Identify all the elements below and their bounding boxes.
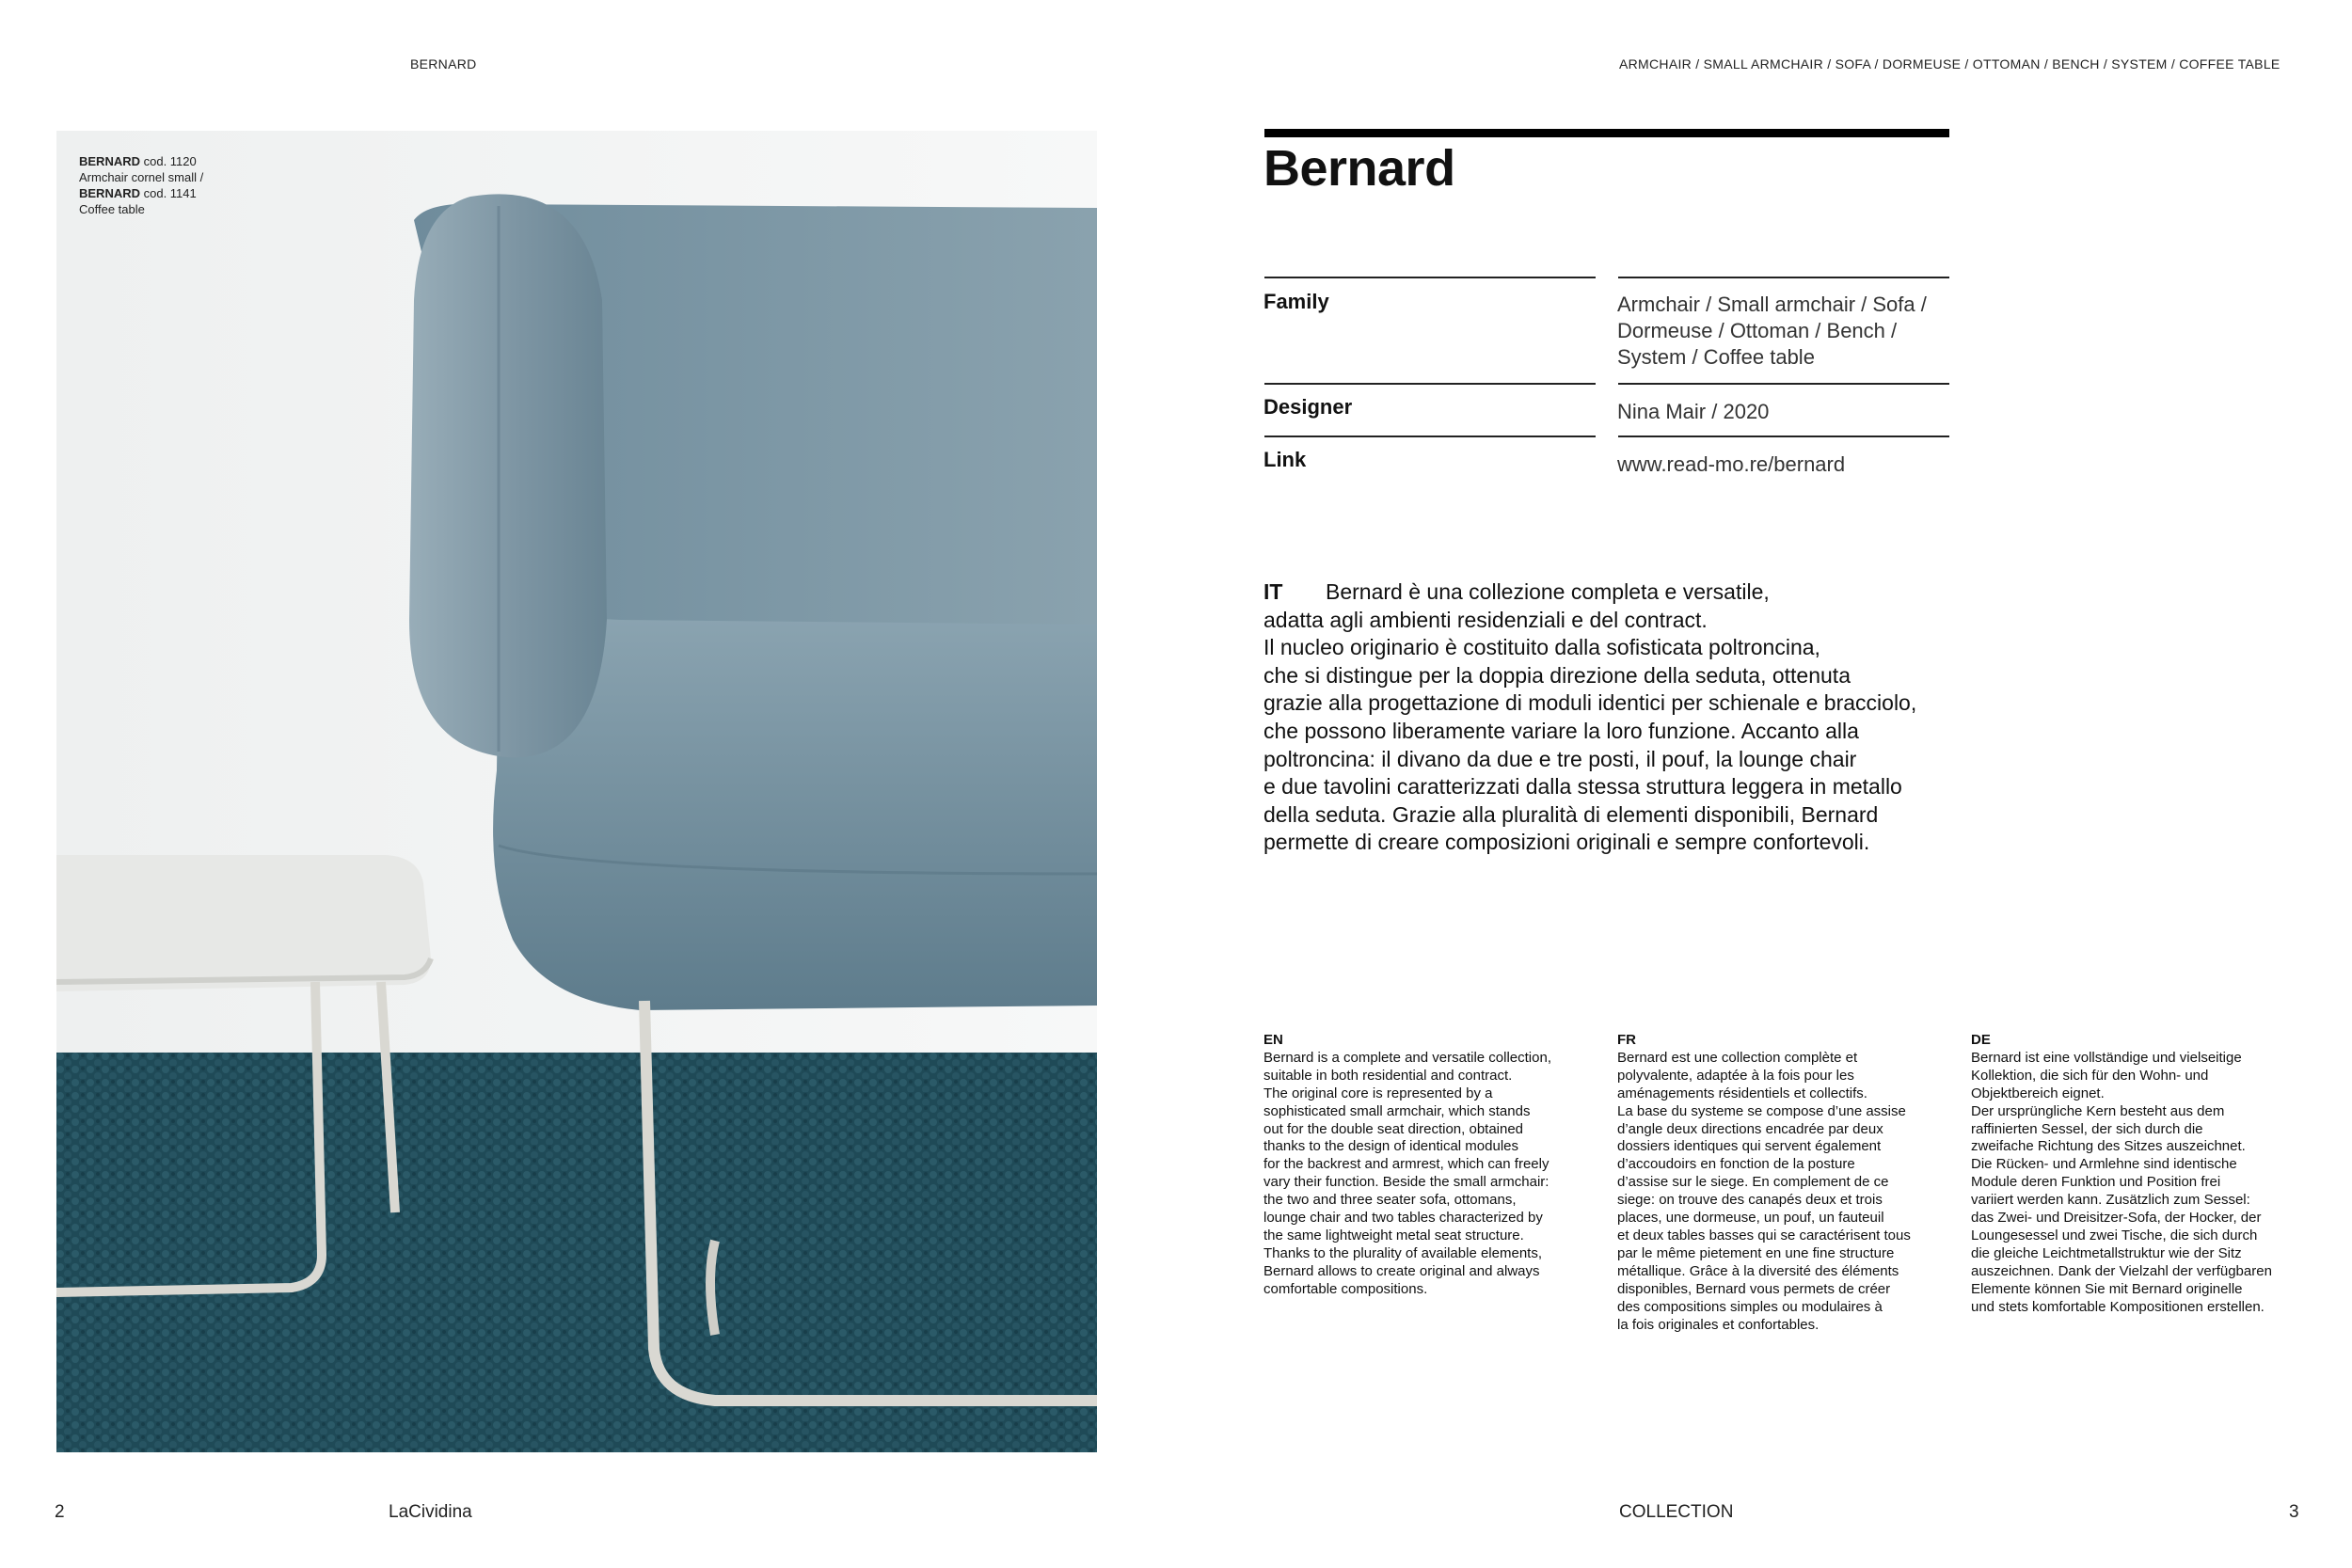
spec-designer-label: Designer — [1263, 395, 1353, 419]
photo-caption — [79, 153, 203, 217]
lang-code-en: EN — [1263, 1032, 1283, 1048]
running-header-right: ARMCHAIR / SMALL ARMCHAIR / SOFA / DORMEUSE / OTTOMAN / BENCH / SYSTEM / COFFEE TABLE — [1619, 56, 2280, 71]
spec-designer-value: Nina Mair / 2020 — [1617, 400, 1770, 423]
rug — [56, 1053, 1097, 1452]
product-photo — [56, 131, 1097, 1452]
spec-family-value: Armchair / Small armchair / Sofa / Dormeuse / Ottoman / Bench / System / Coffee table — [1617, 293, 1927, 369]
caption-code-table-number: cod. 1141 — [140, 186, 197, 200]
spec-family-label: Family — [1263, 290, 1329, 313]
title-bar — [1264, 129, 1949, 137]
spec-rule-family-label — [1264, 277, 1596, 278]
page-title: Bernard — [1263, 140, 1455, 197]
spec-rule-family-value — [1618, 277, 1949, 278]
armchair-and-table-illustration — [56, 131, 1097, 1452]
caption-code-armchair: BERNARD — [79, 154, 140, 168]
description-en — [1263, 1032, 1595, 1299]
spec-link-value[interactable]: www.read-mo.re/bernard — [1617, 452, 1846, 476]
caption-line-2: Armchair cornel small / — [79, 170, 204, 184]
description-de-text: Bernard ist eine vollständige und vielseitige Kollektion, die sich für den Wohn- und Objektbereich eignet. Der ursprüngliche Kern besteht aus dem raffinierten Sessel, der sich durch die zweifache Richtung des Sitzes auszeichnet. Die Rücken- und Armlehne sind identische Module deren Funktion und Position frei variiert werden kann. Zusätzlich zum Sessel: das Zwei- und Dreisitzer-Sofa, der Hocker, der Loungesessel und zwei Tische, die sich durch die gleiche Leichtmetallstruktur wie der Sitz auszeichnen. Dank der Vielzahl der verfügbaren Elemente können Sie mit Bernard originelle und stets komfortable Kompositionen erstellen. — [1971, 1049, 2272, 1315]
spec-link-label: Link — [1263, 448, 1307, 471]
spec-rule-designer-label — [1264, 383, 1596, 385]
caption-line-3 — [79, 185, 203, 201]
spec-rule-link-value — [1618, 436, 1949, 437]
description-fr-text: Bernard est une collection complète et polyvalente, adaptée à la fois pour les aménagements résidentiels et collectifs. La base du systeme se compose d’une assise d’angle deux directions encadrée par deux dossiers identiques qui servent également d’accoudoirs en fonction de la posture d’assise sur le siege. En complement de ce siege: on trouve des canapés deux et trois places, une dormeuse, un pouf, un fauteuil et deux tables basses qui se caractérisent tous par le même pietement en une fine structure métallique. Grâce à la diversité des éléments disponibles, Bernard vous permets de créer des compositions simples ou modulaires à la fois originales et confortables. — [1617, 1049, 1911, 1333]
spec-rule-link-label — [1264, 436, 1596, 437]
description-it-text: Bernard è una collezione completa e versatile, adatta agli ambienti residenziali e del contract. Il nucleo originario è costituito dalla sofisticata poltroncina, che si distingue per la doppia direzione della seduta, ottenuta grazie alla progettazione di moduli identici per schienale e bracciolo, che possono liberamente variare la loro funzione. Accanto alla poltroncina: il divano da due e tre posti, il pouf, la lounge chair e due tavolini caratterizzati dalla stessa struttura leggera in metallo della seduta. Grazie alla pluralità di elementi disponibili, Bernard permette di creare composizioni originali e sempre confortevoli. — [1263, 579, 1917, 855]
section-name: COLLECTION — [1619, 1502, 1734, 1522]
description-it — [1263, 578, 1960, 857]
caption-code-armchair-number: cod. 1120 — [140, 154, 197, 168]
lang-code-it: IT — [1263, 579, 1283, 604]
brand-name: LaCividina — [389, 1502, 472, 1522]
page-number-left: 2 — [55, 1502, 65, 1522]
description-en-text: Bernard is a complete and versatile collection, suitable in both residential and contract. The original core is represented by a sophisticated small armchair, which stands out for the double seat direction, obtained thanks to the design of identical modules for the backrest and armrest, which can freely vary their function. Beside the small armchair: the two and three seater sofa, ottomans, lounge chair and two tables characterized by the same lightweight metal seat structure. Thanks to the plurality of available elements, Bernard allows to create original and always comfortable compositions. — [1263, 1049, 1551, 1297]
lang-code-de: DE — [1971, 1032, 1991, 1048]
description-de — [1971, 1032, 2328, 1317]
caption-code-table: BERNARD — [79, 186, 140, 200]
caption-line-1 — [79, 153, 203, 169]
spec-rule-designer-value — [1618, 383, 1949, 385]
caption-line-4: Coffee table — [79, 202, 145, 216]
description-fr — [1617, 1032, 1948, 1334]
lang-code-fr: FR — [1617, 1032, 1636, 1048]
running-header-left: BERNARD — [410, 56, 477, 71]
page-number-right: 3 — [2289, 1502, 2299, 1522]
